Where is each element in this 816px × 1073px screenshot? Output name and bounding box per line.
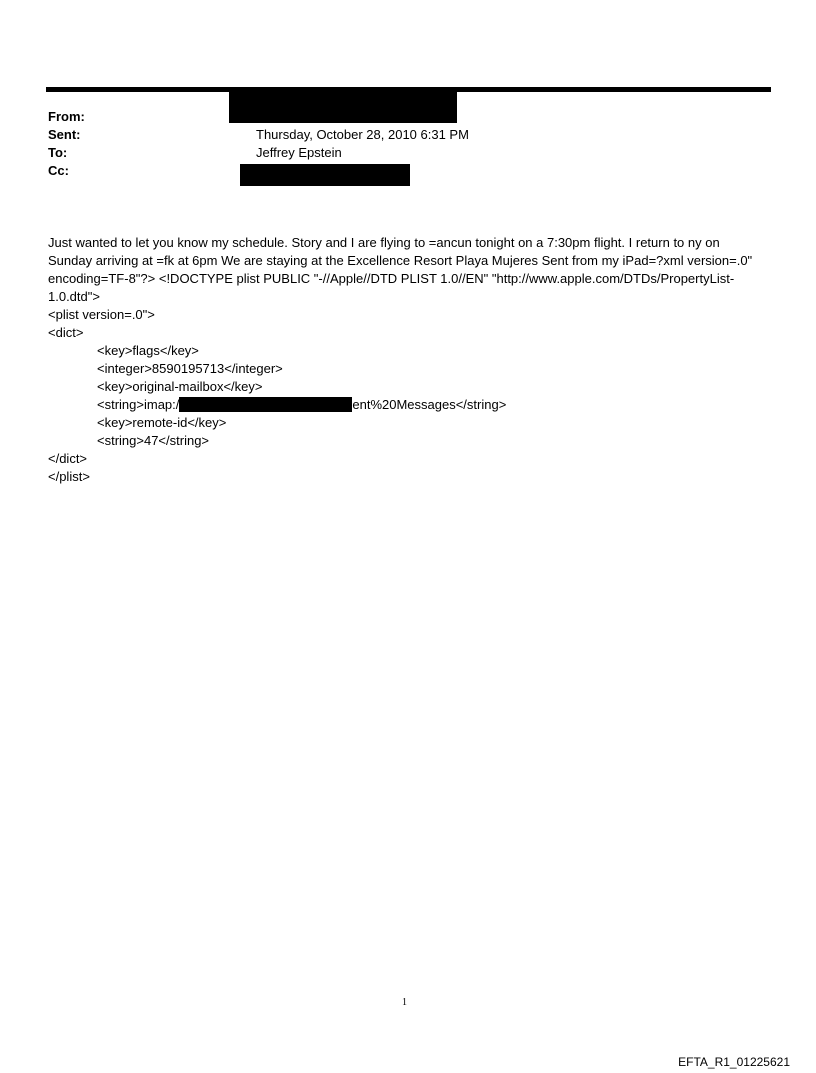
string-imap-suffix: ent%20Messages</string> xyxy=(352,397,507,412)
to-label: To: xyxy=(48,145,68,160)
message-line: Sunday arriving at =fk at 6pm We are staying at the Excellence Resort Playa Mujeres Sent from my iPad=?xml version=.0" xyxy=(48,253,753,268)
integer-flags: <integer>8590195713</integer> xyxy=(97,361,283,376)
plist-open: <plist version=.0"> xyxy=(48,307,155,322)
dict-close: </dict> xyxy=(48,451,88,466)
string-imap-prefix: <string>imap:/ xyxy=(97,397,180,412)
to-value: Jeffrey Epstein xyxy=(256,145,342,160)
dict-open: <dict> xyxy=(48,325,84,340)
message-line: encoding=TF-8"?> <!DOCTYPE plist PUBLIC "-//Apple//DTD PLIST 1.0//EN" "http://www.apple.com/DTDs/PropertyList- xyxy=(48,271,735,286)
from-label: From: xyxy=(48,109,85,124)
key-flags: <key>flags</key> xyxy=(97,343,199,358)
string-remote: <string>47</string> xyxy=(97,433,210,448)
imap-redaction xyxy=(179,397,352,412)
key-mailbox: <key>original-mailbox</key> xyxy=(97,379,263,394)
bates-number: EFTA_R1_01225621 xyxy=(678,1055,790,1069)
from-redaction xyxy=(229,87,457,123)
key-remote: <key>remote-id</key> xyxy=(97,415,227,430)
message-body xyxy=(48,234,778,486)
cc-label: Cc: xyxy=(48,163,69,178)
message-line: Just wanted to let you know my schedule. Story and I are flying to =ancun tonight on a 7:30pm flight. I return to ny on xyxy=(48,235,720,250)
string-imap-line xyxy=(48,396,778,414)
message-line: 1.0.dtd"> xyxy=(48,289,100,304)
plist-close: </plist> xyxy=(48,469,90,484)
sent-label: Sent: xyxy=(48,127,81,142)
page-number: 1 xyxy=(402,997,407,1008)
cc-redaction xyxy=(240,164,410,186)
sent-value: Thursday, October 28, 2010 6:31 PM xyxy=(256,127,469,142)
